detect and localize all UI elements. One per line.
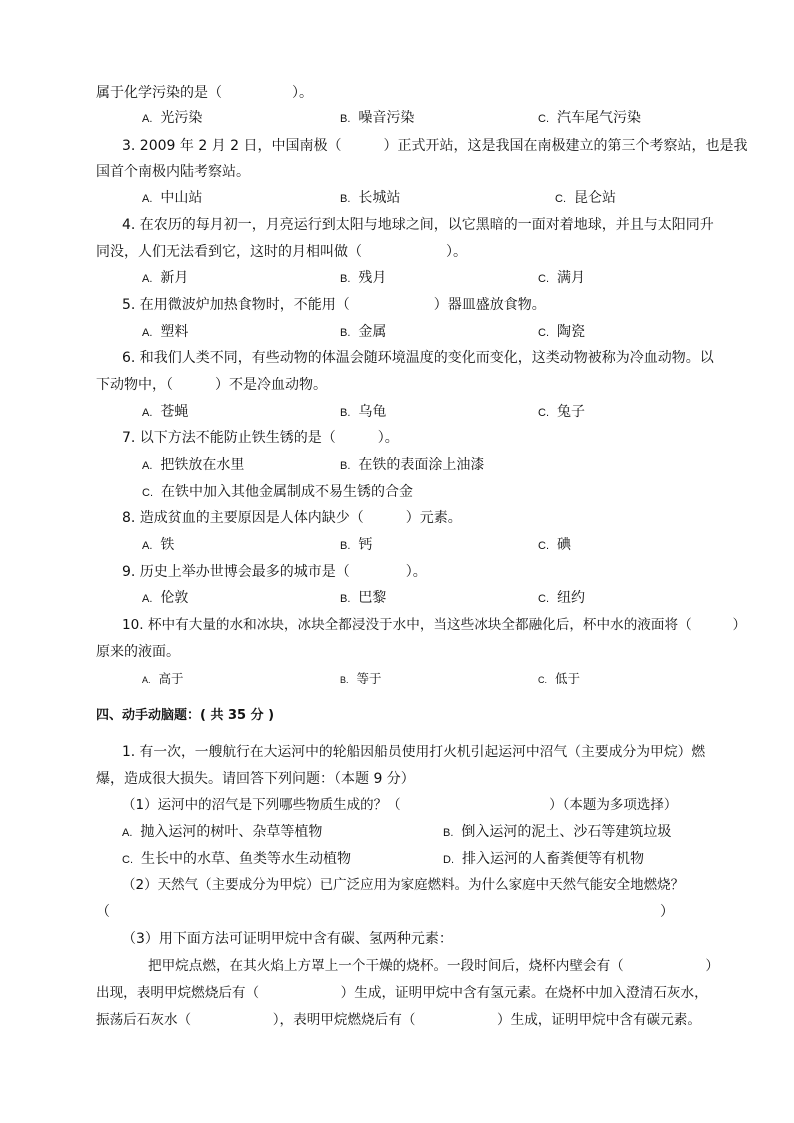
s4-p1-line2: 爆，造成很大损失。请回答下列问题：（本题 9 分） <box>96 771 415 787</box>
option-letter: A. <box>142 460 153 472</box>
q6-option-c[interactable] <box>538 403 585 422</box>
q8-option-a[interactable] <box>142 536 174 555</box>
option-text: 排入运河的人畜粪便等有机物 <box>462 851 644 867</box>
q6-option-a[interactable] <box>142 403 188 422</box>
q10-option-a[interactable] <box>142 670 184 689</box>
q9-line1: 9. 历史上举办世博会最多的城市是（ ）。 <box>122 564 427 580</box>
section-heading: 四、动手动脑题：( 共 35 分 ) <box>96 708 275 723</box>
option-text: 铁 <box>160 537 175 553</box>
option-letter: B. <box>340 460 351 472</box>
s4-sub1-option-a[interactable] <box>122 823 322 842</box>
q9-option-b[interactable] <box>340 589 386 608</box>
option-text: 昆仑站 <box>574 190 616 206</box>
option-text: 碘 <box>557 537 571 553</box>
q10-option-c[interactable] <box>538 670 580 689</box>
q7-option-c[interactable] <box>142 483 413 502</box>
option-text: 高于 <box>158 671 184 686</box>
option-letter: C. <box>538 273 549 285</box>
s4-p1-line1: 1. 有一次，一艘航行在大运河中的轮船因船员使用打火机引起运河中沼气（主要成分为甲烷）燃 <box>122 744 706 760</box>
option-letter: C. <box>538 327 549 339</box>
q4-option-a[interactable] <box>142 269 188 288</box>
option-letter: B. <box>340 273 351 285</box>
s4-sub1: （1）运河中的沼气是下列哪些物质生成的？（ ）（本题为多项选择） <box>122 797 678 813</box>
q3-option-a[interactable] <box>142 189 202 208</box>
option-letter: B. <box>340 675 349 685</box>
q4-line2: 同没，人们无法看到它，这时的月相叫做（ ）。 <box>96 244 467 260</box>
option-text: 抛入运河的树叶、杂草等植物 <box>140 824 323 840</box>
s4-sub3: （3）用下面方法可证明甲烷中含有碳、氢两种元素： <box>122 931 453 947</box>
option-text: 陶瓷 <box>557 324 585 340</box>
q4-line1: 4. 在农历的每月初一，月亮运行到太阳与地球之间，以它黑暗的一面对着地球，并且与太阳同升 <box>122 217 714 233</box>
option-letter: A. <box>142 593 153 605</box>
q5-option-a[interactable] <box>142 323 188 342</box>
q2-option-b[interactable] <box>340 109 414 128</box>
option-letter: B. <box>340 113 351 125</box>
q3-line2: 国首个南极内陆考察站。 <box>96 164 250 180</box>
option-text: 塑料 <box>160 324 189 340</box>
option-letter: A. <box>142 407 153 419</box>
s4-sub3-line2: 出现，表明甲烷燃烧后有（ ）生成，证明甲烷中含有氢元素。在烧杯中加入澄清石灰水， <box>96 985 708 1001</box>
q2-tail: 属于化学污染的是（ ）。 <box>96 85 313 101</box>
s4-sub1-option-b[interactable] <box>443 823 671 842</box>
option-text: 金属 <box>358 324 387 340</box>
s4-sub2-answer-open[interactable]: （ <box>96 904 110 920</box>
option-letter: C. <box>538 407 549 419</box>
option-text: 在铁的表面涂上油漆 <box>358 457 485 473</box>
q10-line1: 10. 杯中有大量的水和冰块，冰块全都浸没于水中，当这些冰块全都融化后，杯中水的液面将（ ） <box>122 617 747 633</box>
q5-line1: 5. 在用微波炉加热食物时，不能用（ ）器皿盛放食物。 <box>122 297 546 313</box>
option-letter: A. <box>122 827 133 839</box>
q4-option-b[interactable] <box>340 269 386 288</box>
option-letter: C. <box>122 854 133 866</box>
q10-option-b[interactable] <box>340 670 382 689</box>
option-text: 满月 <box>557 270 585 286</box>
option-letter: C. <box>142 487 153 499</box>
option-text: 残月 <box>358 270 387 286</box>
option-text: 乌龟 <box>358 404 387 420</box>
q8-option-c[interactable] <box>538 536 571 555</box>
option-letter: C. <box>538 593 549 605</box>
q5-option-c[interactable] <box>538 323 585 342</box>
option-letter: B. <box>340 327 351 339</box>
q9-option-c[interactable] <box>538 589 585 608</box>
q4-option-c[interactable] <box>538 269 585 288</box>
q6-line2: 下动物中，（ ）不是冷血动物。 <box>96 377 327 393</box>
option-letter: C. <box>555 193 566 205</box>
option-text: 巴黎 <box>358 590 387 606</box>
option-text: 生长中的水草、鱼类等水生动植物 <box>141 851 351 867</box>
option-letter: A. <box>142 193 153 205</box>
option-text: 在铁中加入其他金属制成不易生锈的合金 <box>161 484 413 500</box>
option-text: 光污染 <box>160 110 203 126</box>
option-letter: C. <box>538 113 549 125</box>
option-text: 把铁放在水里 <box>160 457 245 473</box>
option-text: 低于 <box>555 671 581 686</box>
q7-option-b[interactable] <box>340 456 484 475</box>
option-letter: B. <box>340 540 351 552</box>
option-text: 噪音污染 <box>358 110 415 126</box>
option-text: 新月 <box>160 270 189 286</box>
option-text: 纽约 <box>557 590 585 606</box>
option-text: 等于 <box>356 671 382 686</box>
option-letter: A. <box>142 113 153 125</box>
q3-option-c[interactable] <box>555 189 616 208</box>
q7-option-a[interactable] <box>142 456 244 475</box>
option-text: 汽车尾气污染 <box>557 110 641 126</box>
q6-option-b[interactable] <box>340 403 386 422</box>
q8-option-b[interactable] <box>340 536 372 555</box>
s4-sub1-option-c[interactable] <box>122 850 351 869</box>
s4-sub2: （2）天然气（主要成分为甲烷）已广泛应用为家庭燃料。为什么家庭中天然气能安全地燃烧？ <box>122 877 685 893</box>
s4-sub2-answer-close: ） <box>660 904 674 920</box>
option-text: 兔子 <box>557 404 585 420</box>
option-text: 苍蝇 <box>160 404 189 420</box>
q3-line1: 3. 2009 年 2 月 2 日，中国南极（ ）正式开站，这是我国在南极建立的第三个考察站，也是我 <box>122 138 748 154</box>
q2-option-a[interactable] <box>142 109 202 128</box>
option-letter: A. <box>142 327 153 339</box>
q2-option-c[interactable] <box>538 109 641 128</box>
q8-line1: 8. 造成贫血的主要原因是人体内缺少（ ）元素。 <box>122 510 462 526</box>
option-letter: D. <box>443 854 454 866</box>
s4-sub3-line3: 振荡后石灰水（ ），表明甲烷燃烧后有（ ）生成，证明甲烷中含有碳元素。 <box>96 1012 701 1028</box>
s4-sub1-option-d[interactable] <box>443 850 644 869</box>
q9-option-a[interactable] <box>142 589 188 608</box>
option-text: 中山站 <box>160 190 203 206</box>
option-letter: B. <box>443 827 454 839</box>
option-letter: A. <box>142 675 151 685</box>
option-letter: B. <box>340 593 351 605</box>
option-text: 长城站 <box>358 190 401 206</box>
option-letter: A. <box>142 273 153 285</box>
option-text: 倒入运河的泥土、沙石等建筑垃圾 <box>461 824 672 840</box>
option-text: 钙 <box>358 537 373 553</box>
option-letter: B. <box>340 193 351 205</box>
q10-line2: 原来的液面。 <box>96 644 180 660</box>
option-letter: B. <box>340 407 351 419</box>
option-text: 伦敦 <box>160 590 189 606</box>
option-letter: C. <box>538 675 547 685</box>
q6-line1: 6. 和我们人类不同，有些动物的体温会随环境温度的变化而变化，这类动物被称为冷血动物。以 <box>122 350 714 366</box>
q7-line1: 7. 以下方法不能防止铁生锈的是（ ）。 <box>122 430 399 446</box>
option-letter: A. <box>142 540 153 552</box>
q3-option-b[interactable] <box>340 189 400 208</box>
q5-option-b[interactable] <box>340 323 386 342</box>
s4-sub3-line1: 把甲烷点燃，在其火焰上方罩上一个干燥的烧杯。一段时间后，烧杯内壁会有（ ） <box>148 958 719 974</box>
option-letter: C. <box>538 540 549 552</box>
